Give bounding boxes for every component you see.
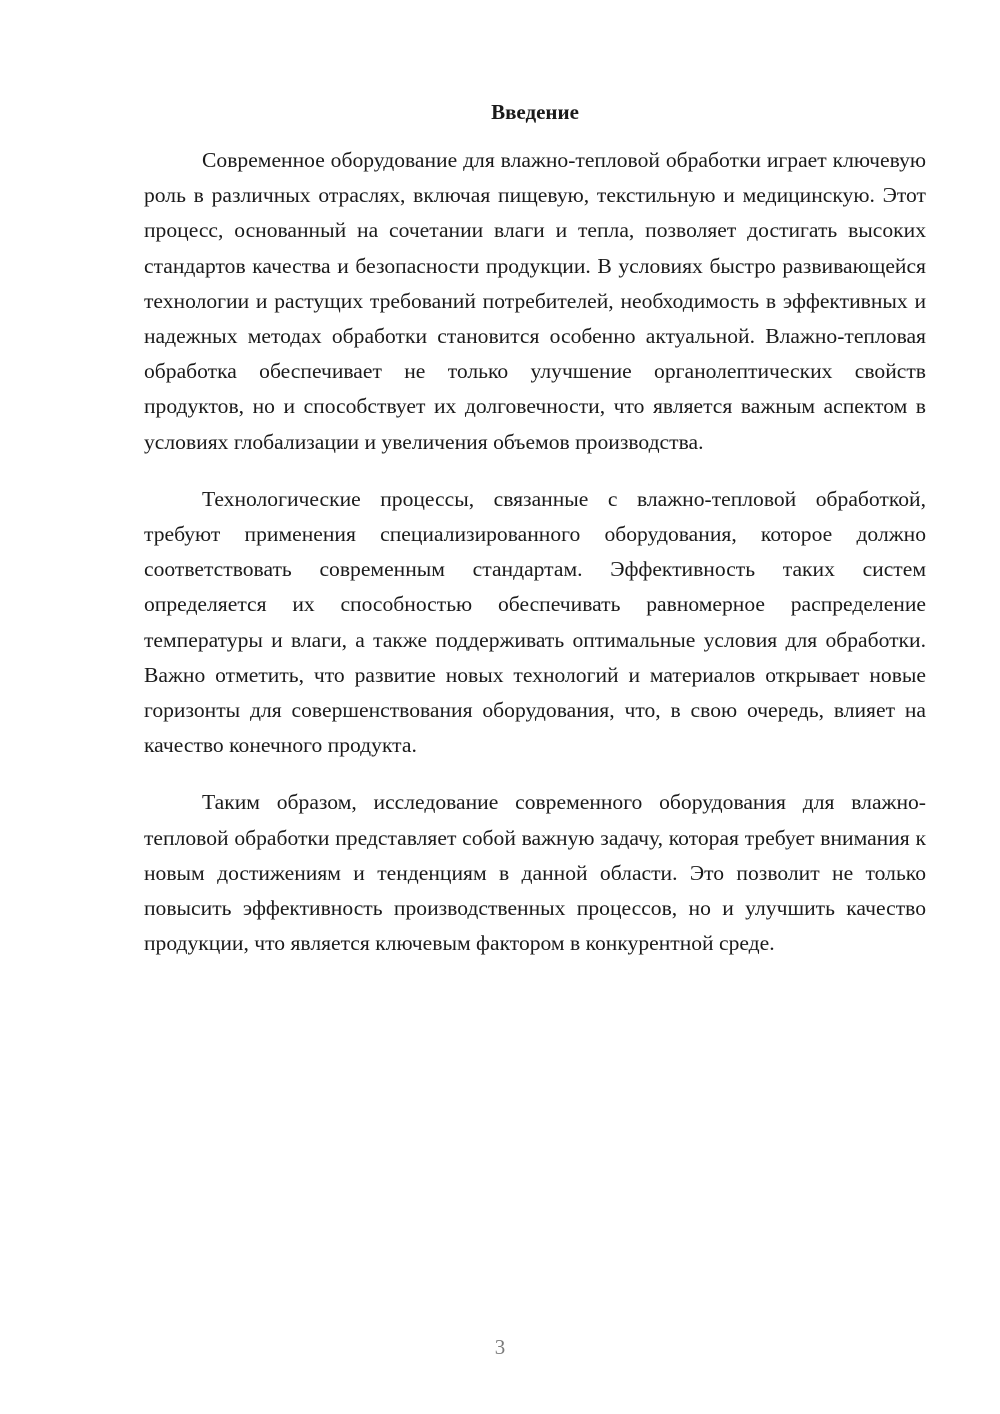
page-number: 3 xyxy=(494,1335,506,1359)
paragraph-2: Технологические процессы, связанные с влажно-тепловой обработкой, требуют применения специализированного оборудования, которое должно соответствовать современным стандартам. Эффективность таких систем определяется их способностью обеспечивать равномерное распределение температуры и влаги, а также поддерживать оптимальные условия для обработки. Важно отметить, что развитие новых технологий и материалов открывает новые горизонты для совершенствования оборудования, что, в свою очередь, влияет на качество конечного продукта. xyxy=(144,486,926,758)
body-text xyxy=(144,143,926,961)
section-heading: Введение xyxy=(491,100,579,124)
paragraph-3: Таким образом, исследование современного оборудования для влажно-тепловой обработки представляет собой важную задачу, которая требует внимания к новым достижениям и тенденциям в данной области. Это позволит не только повысить эффективность производственных процессов, но и улучшить качество продукции, что является ключевым фактором в конкурентной среде. xyxy=(144,790,926,956)
paragraph-1: Современное оборудование для влажно-тепловой обработки играет ключевую роль в различных отраслях, включая пищевую, текстильную и медицинскую. Этот процесс, основанный на сочетании влаги и тепла, позволяет достигать высоких стандартов качества и безопасности продукции. В условиях быстро развивающейся технологии и растущих требований потребителей, необходимость в эффективных и надежных методах обработки становится особенно актуальной. Влажно-тепловая обработка обеспечивает не только улучшение органолептических свойств продуктов, но и способствует их долговечности, что является важным аспектом в условиях глобализации и увеличения объемов производства. xyxy=(144,148,926,454)
